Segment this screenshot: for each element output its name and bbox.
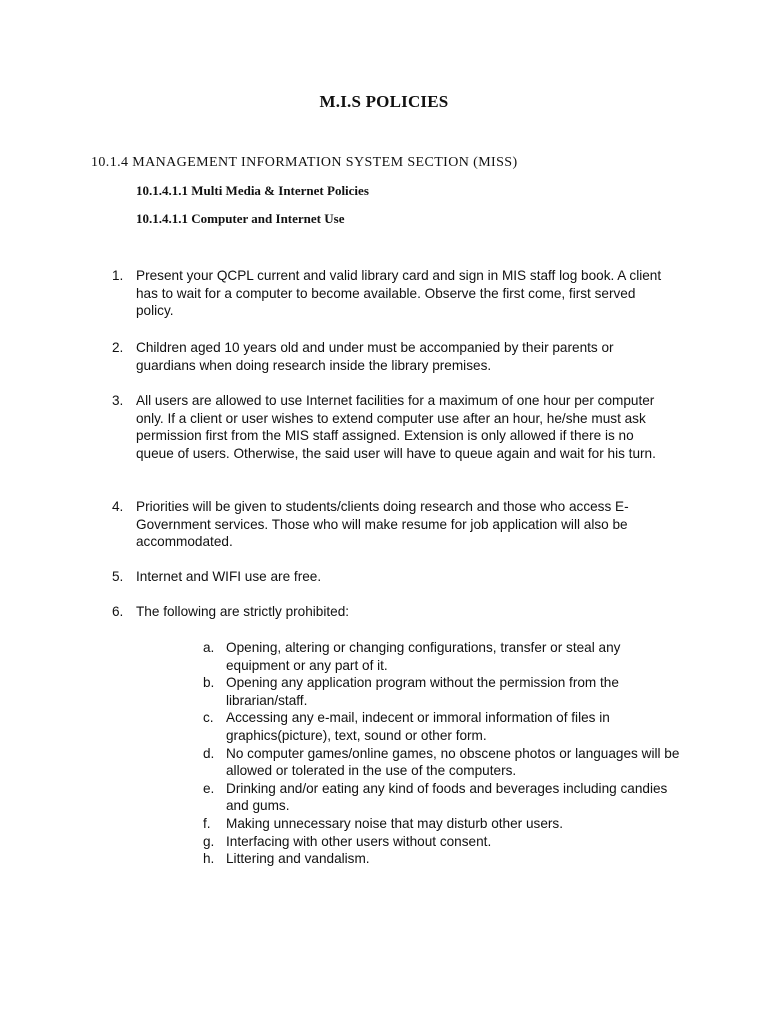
prohibited-item-letter: d. [203, 745, 215, 761]
prohibited-item-letter: h. [203, 851, 215, 867]
section-heading: 10.1.4 MANAGEMENT INFORMATION SYSTEM SECTION (MISS) [91, 155, 518, 170]
prohibited-item-letter: g. [203, 833, 215, 849]
prohibited-item-text: Drinking and/or eating any kind of foods and beverages including candies and gums. [226, 780, 668, 814]
prohibited-item-text: Interfacing with other users without consent. [226, 833, 492, 849]
prohibited-list [203, 639, 683, 868]
prohibited-item-text: No computer games/online games, no obscene photos or languages will be allowed or tolerated in the use of the computers. [226, 745, 680, 779]
list-item-number: 6. [112, 604, 124, 619]
list-item-text: Internet and WIFI use are free. [136, 569, 322, 584]
prohibited-item [203, 709, 683, 744]
prohibited-item-letter: a. [203, 640, 215, 655]
list-item-text: All users are allowed to use Internet facilities for a maximum of one hour per computer only. If a client or user wishes to extend computer use after an hour, he/she must ask permission first from the MIS staff assigned. Extension is only allowed if there is no queue of users. Otherwise, the said user will have to queue again and wait for his turn. [136, 393, 656, 461]
prohibited-item [203, 815, 683, 833]
prohibited-item [203, 833, 683, 851]
prohibited-item-letter: e. [203, 780, 215, 796]
prohibited-item-text: Opening, altering or changing configurations, transfer or steal any equipment or any part of it. [226, 640, 621, 673]
list-item-number: 1. [112, 268, 124, 283]
prohibited-item-text: Making unnecessary noise that may disturb other users. [226, 815, 563, 831]
prohibited-item-letter: b. [203, 675, 215, 691]
list-item-number: 2. [112, 340, 124, 355]
list-item-number: 3. [112, 393, 124, 408]
prohibited-item-letter: f. [203, 815, 211, 831]
prohibited-item-text: Opening any application program without the permission from the librarian/staff. [226, 675, 619, 708]
list-item-text: Priorities will be given to students/clients doing research and those who access E-Government services. Those who will make resume for job application will also be accommodated. [136, 499, 629, 550]
list-item-text: The following are strictly prohibited: [136, 604, 350, 619]
sub-heading-multimedia: 10.1.4.1.1 Multi Media & Internet Policies [136, 183, 369, 198]
list-item-number: 5. [112, 569, 124, 584]
prohibited-item [203, 745, 683, 780]
sub-heading-computer-use: 10.1.4.1.1 Computer and Internet Use [136, 211, 345, 226]
prohibited-item [203, 780, 683, 815]
list-item-text: Children aged 10 years old and under must be accompanied by their parents or guardians when doing research inside the library premises. [136, 340, 614, 373]
page-title: M.I.S POLICIES [319, 92, 449, 111]
prohibited-item-letter: c. [203, 710, 214, 726]
prohibited-item [203, 850, 683, 868]
list-item-text: Present your QCPL current and valid library card and sign in MIS staff log book. A client has to wait for a computer to become available. Observe the first come, first served policy. [136, 268, 662, 319]
list-item-number: 4. [112, 499, 124, 514]
prohibited-item [203, 639, 683, 674]
prohibited-item-text: Accessing any e-mail, indecent or immoral information of files in graphics(picture), text, sound or other form. [226, 710, 610, 743]
prohibited-item [203, 674, 683, 709]
prohibited-item-text: Littering and vandalism. [226, 851, 370, 867]
